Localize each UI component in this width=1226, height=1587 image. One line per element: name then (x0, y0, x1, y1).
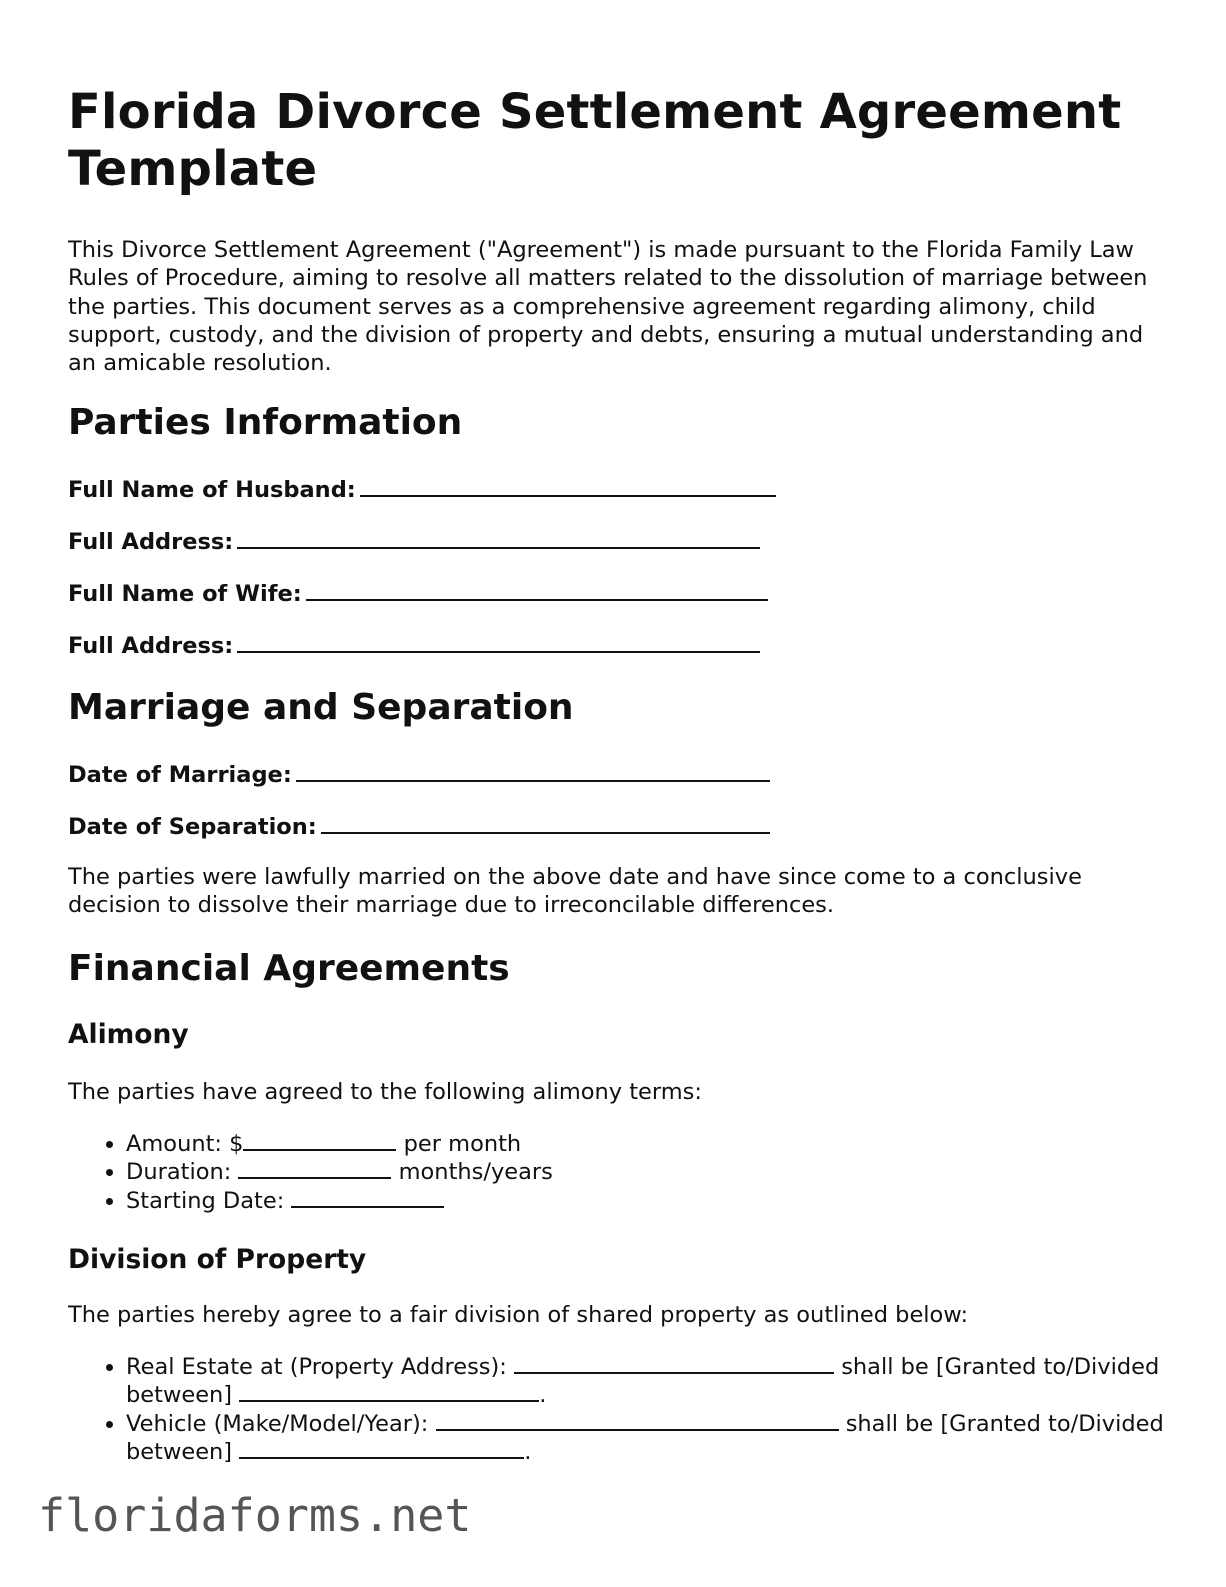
marriage-heading: Marriage and Separation (68, 687, 574, 728)
marriage-paragraph: The parties were lawfully married on the above date and have since come to a conclusive decision to dissolve their marriage due to irreconcilable differences. (68, 864, 1082, 919)
property-heading: Division of Property (68, 1244, 367, 1275)
real-estate-label: Real Estate at (Property Address): (126, 1354, 507, 1380)
husband-name-label: Full Name of Husband: (68, 477, 356, 503)
property-list (68, 1353, 1186, 1466)
date-of-marriage-label: Date of Marriage: (68, 762, 292, 788)
husband-name-field (68, 476, 776, 504)
date-of-separation-label: Date of Separation: (68, 814, 317, 840)
duration-label: Duration: (126, 1159, 232, 1186)
alimony-terms-list (68, 1130, 1216, 1215)
amount-label: Amount: $ (126, 1131, 244, 1157)
amount-suffix: per month (403, 1131, 522, 1157)
list-item (126, 1130, 1216, 1158)
date-of-marriage-field (68, 761, 770, 789)
document-title: Florida Divorce Settlement Agreement Template (68, 84, 1122, 197)
vehicle-shall-be: shall be [Granted (845, 1410, 1041, 1437)
intro-paragraph: This Divorce Settlement Agreement ("Agreement") is made pursuant to the Florida Family Law Rules of Procedure, aiming to resolve all matters related to the dissolution of marriage between the parties. This document serves as a comprehensive agreement regarding alimony, child support, custody, and the division of property and debts, ensuring a mutual understanding and an amicable resolution. (68, 237, 1148, 377)
list-item (126, 1187, 1216, 1215)
husband-name-blank[interactable] (360, 477, 776, 497)
wife-name-label: Full Name of Wife: (68, 581, 302, 607)
wife-address-field (68, 632, 760, 660)
list-item (126, 1410, 1186, 1467)
vehicle-blank[interactable] (436, 1412, 839, 1431)
list-item (126, 1158, 1216, 1186)
financial-heading: Financial Agreements (68, 948, 510, 989)
vehicle-divided: to/Divided between] (126, 1410, 1164, 1465)
wife-name-blank[interactable] (306, 581, 768, 601)
date-of-separation-field (68, 813, 770, 841)
wife-address-label: Full Address: (68, 633, 234, 659)
watermark-text: floridaforms.net (38, 1489, 472, 1542)
real-estate-party-blank[interactable] (239, 1383, 539, 1402)
real-estate-shall-be: shall be [Granted (841, 1354, 1037, 1380)
duration-suffix: months/years (398, 1159, 553, 1186)
real-estate-blank[interactable] (514, 1355, 834, 1374)
date-of-separation-blank[interactable] (321, 814, 770, 834)
list-item (126, 1353, 1186, 1410)
duration-blank[interactable] (238, 1160, 391, 1179)
husband-address-label: Full Address: (68, 529, 234, 555)
wife-address-blank[interactable] (237, 633, 760, 653)
husband-address-field (68, 528, 760, 556)
property-paragraph: The parties hereby agree to a fair division of shared property as outlined below: (68, 1302, 969, 1328)
starting-date-blank[interactable] (291, 1189, 444, 1208)
alimony-paragraph: The parties have agreed to the following alimony terms: (68, 1079, 702, 1105)
parties-heading: Parties Information (68, 402, 463, 443)
document-page (68, 84, 1164, 1465)
husband-address-blank[interactable] (237, 529, 760, 549)
real-estate-divided: to/Divided between] (126, 1354, 1160, 1409)
vehicle-label: Vehicle (Make/Model/Year): (126, 1410, 429, 1437)
wife-name-field (68, 580, 768, 608)
date-of-marriage-blank[interactable] (296, 762, 770, 782)
vehicle-party-blank[interactable] (239, 1440, 524, 1459)
starting-date-label: Starting Date: (126, 1187, 285, 1214)
real-estate-period: . (539, 1382, 547, 1409)
vehicle-period: . (524, 1438, 532, 1465)
amount-blank[interactable] (243, 1132, 396, 1151)
alimony-heading: Alimony (68, 1019, 189, 1050)
